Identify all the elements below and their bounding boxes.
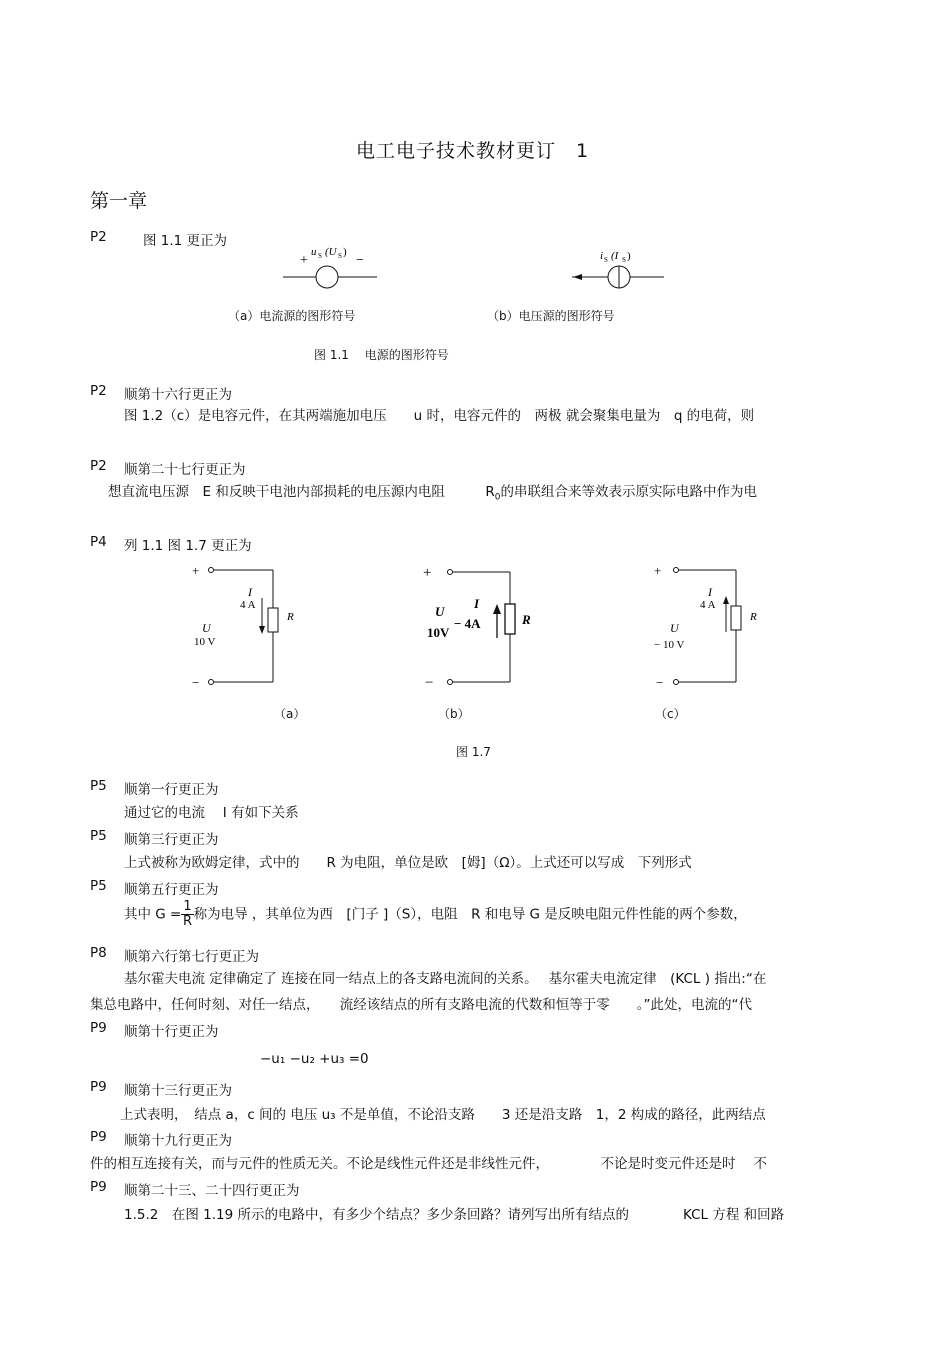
circuit-c: [650, 560, 780, 695]
svg-text:− 10 V: − 10 V: [654, 639, 685, 651]
svg-text:(I: (I: [611, 250, 619, 262]
svg-text:i: i: [600, 250, 604, 262]
svg-text:U: U: [435, 604, 445, 619]
svg-text:R: R: [287, 611, 294, 623]
circuit-caption-b: （b）: [438, 707, 470, 721]
conductance-fraction: $\frac{1}{R}$: [182, 899, 193, 929]
equation: −u₁ −u₂ +u₃ =0: [260, 1051, 369, 1067]
section-heading: 顺第十行更正为: [124, 1024, 219, 1040]
svg-text:10V: 10V: [427, 625, 450, 640]
paragraph: 基尔霍夫电流 定律确定了 连接在同一结点上的各支路电流间的关系。 基尔霍夫电流定律 (KCL ) 指出:“在: [124, 971, 767, 987]
svg-text:+: +: [654, 563, 662, 578]
svg-text:U: U: [670, 621, 679, 635]
svg-text:4 A: 4 A: [240, 599, 256, 611]
ref-p9-c: P9: [90, 1129, 107, 1145]
ref-p5-b: P5: [90, 828, 107, 844]
voltage-source-symbol: [570, 244, 670, 294]
ref-p5-a: P5: [90, 778, 107, 794]
svg-text:4 A: 4 A: [700, 599, 716, 611]
paragraph: 集总电路中，任何时刻、对任一结点， 流经该结点的所有支路电流的代数和恒等于零 。”此处，电流的“代: [90, 997, 752, 1013]
svg-text:10 V: 10 V: [194, 636, 216, 648]
paragraph: 想直流电压源 E 和反映干电池内部损耗的电压源内电阻 $R_0$的串联组合来等效表示原实际电路中作为电: [108, 484, 757, 503]
svg-text:−: −: [356, 253, 364, 268]
paragraph: 上式被称为欧姆定律，式中的 R 为电阻，单位是欧 [姆]（Ω）。上式还可以写成 下列形式: [124, 855, 692, 871]
svg-text:u: u: [311, 246, 317, 258]
ref-p2-a: P2: [90, 229, 107, 245]
svg-text:− 4A: − 4A: [454, 616, 481, 631]
section-heading: 顺第十三行更正为: [124, 1083, 232, 1099]
svg-text:U: U: [202, 621, 211, 635]
section-heading: 顺第三行更正为: [124, 832, 219, 848]
svg-text:+: +: [300, 253, 308, 268]
paragraph: 1.5.2 在图 1.19 所示的电路中，有多少个结点？多少条回路？请列写出所有结点的 KCL 方程 和回路: [124, 1207, 785, 1223]
ref-p9-a: P9: [90, 1020, 107, 1036]
svg-text:I: I: [248, 585, 252, 599]
svg-text:R: R: [750, 611, 757, 623]
paragraph: 件的相互连接有关，而与元件的性质无关。不论是线性元件还是非线性元件， 不论是时变元件还是时 不: [90, 1156, 767, 1172]
circuit-caption-a: （a）: [274, 707, 306, 721]
svg-text:S: S: [338, 252, 342, 260]
paragraph: 图 1.2（c）是电容元件，在其两端施加电压 u 时，电容元件的 两极 就会聚集电量为 q 的电荷，则: [124, 408, 755, 424]
ref-p4: P4: [90, 534, 107, 550]
section-heading: 顺第六行第七行更正为: [124, 949, 259, 965]
ref-p9-d: P9: [90, 1179, 107, 1195]
svg-text:+: +: [192, 563, 200, 578]
section-heading: 列 1.1 图 1.7 更正为: [124, 538, 252, 554]
svg-text:S: S: [604, 256, 608, 264]
section-heading: 顺第二十三、二十四行更正为: [124, 1183, 300, 1199]
svg-text:): ): [627, 250, 631, 262]
svg-text:(U: (U: [325, 246, 337, 258]
section-heading: 顺第五行更正为: [124, 882, 219, 898]
svg-text:I: I: [708, 585, 712, 599]
svg-text:−: −: [192, 675, 200, 690]
section-heading: 顺第十九行更正为: [124, 1133, 232, 1149]
svg-text:I: I: [474, 596, 480, 611]
figure-caption: 图 1.1 电源的图形符号: [314, 348, 449, 362]
ref-p9-b: P9: [90, 1079, 107, 1095]
svg-text:+: +: [423, 565, 432, 581]
paragraph: 其中 G = $\frac{1}{R}$ 称为电导 ，其单位为西 [门子 ]（S），电阻 R 和电导 G 是反映电阻元件性能的两个参数，: [124, 899, 747, 929]
circuit-a: [190, 560, 320, 695]
chapter-heading: 第一章: [90, 190, 148, 212]
svg-text:−: −: [656, 675, 664, 690]
page-title: 电工电子技术教材更订 1: [356, 140, 590, 162]
section-heading: 顺第二十七行更正为: [124, 462, 246, 478]
paragraph: 通过它的电流 I 有如下关系: [124, 805, 299, 821]
section-heading: 顺第十六行更正为: [124, 387, 232, 403]
ref-p5-c: P5: [90, 878, 107, 894]
svg-text:R: R: [522, 612, 531, 627]
svg-text:−: −: [425, 675, 434, 691]
paragraph: 上式表明， 结点 a，c 间的 电压 u₃ 不是单值，不论沿支路 3 还是沿支路 1，2 构成的路径，此两结点: [120, 1107, 766, 1123]
figure-caption-a: （a）电流源的图形符号: [228, 309, 356, 323]
figure-caption-b: （b）电压源的图形符号: [487, 309, 615, 323]
svg-text:S: S: [622, 256, 626, 264]
circuit-b: [420, 560, 560, 695]
ref-p8: P8: [90, 945, 107, 961]
ref-p2-c: P2: [90, 458, 107, 474]
circuit-caption-c: （c）: [655, 707, 686, 721]
figure-caption: 图 1.7: [456, 745, 491, 759]
ref-p2-b: P2: [90, 383, 107, 399]
current-source-symbol: [280, 244, 390, 294]
svg-text:): ): [343, 246, 347, 258]
section-heading: 顺第一行更正为: [124, 782, 219, 798]
section-heading: 图 1.1 更正为: [143, 233, 228, 249]
svg-text:S: S: [318, 252, 322, 260]
